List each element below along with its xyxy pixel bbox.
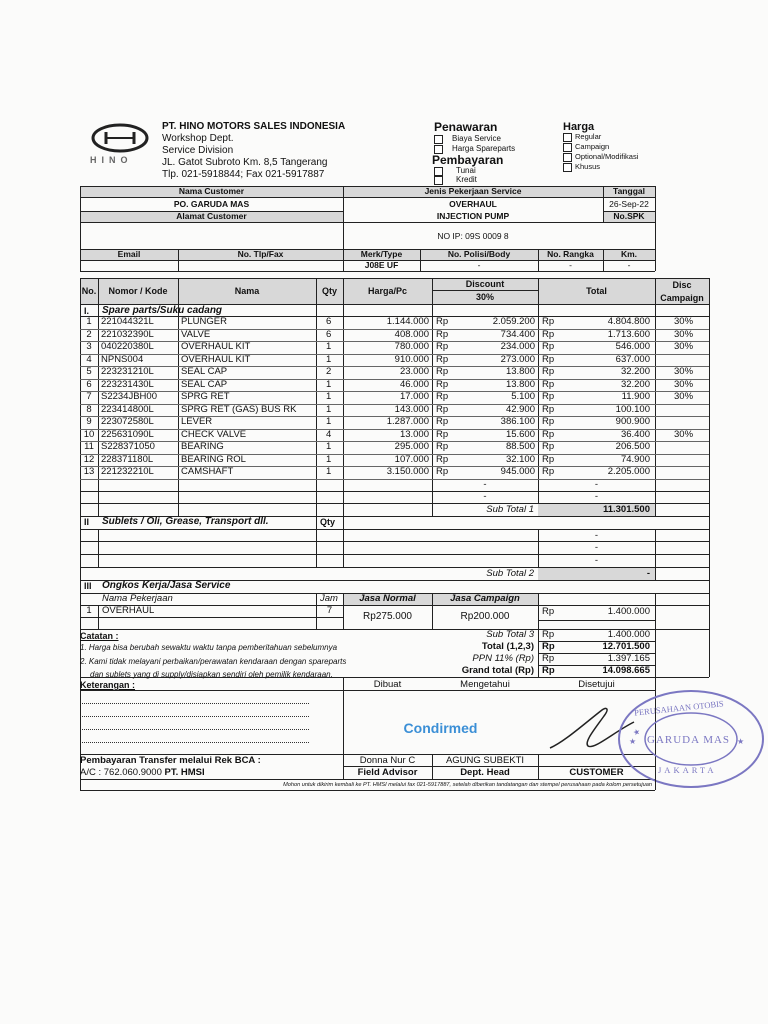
nama-customer-value: PO. GARUDA MAS: [173, 199, 250, 209]
cell-total: 1.713.600: [607, 328, 650, 340]
cell-nama: PLUNGER: [181, 316, 227, 327]
section2-qty: Qty: [320, 517, 336, 527]
nospk-label: No.SPK: [613, 211, 645, 221]
cell-nama: SEAL CAP: [181, 378, 228, 390]
cell-disc: 945.000: [500, 466, 535, 477]
company-name: PT. HINO MOTORS SALES INDONESIA: [162, 121, 346, 132]
col-qty: Qty: [321, 286, 337, 296]
cell-no: 3: [86, 341, 92, 352]
tanggal-value: 26-Sep-22: [609, 199, 649, 209]
cell-no: 5: [86, 366, 92, 377]
section1-title: Spare parts/Suku cadang: [102, 305, 223, 316]
cell-no: 13: [83, 466, 95, 477]
cell-no: 7: [86, 391, 92, 402]
section3-row-campaign: Rp200.000: [460, 611, 510, 622]
cell-camp: 30%: [674, 391, 694, 402]
cell-kode: NPNS004: [101, 353, 144, 365]
cell-rp1: Rp: [436, 428, 449, 440]
cell-total: 100.100: [615, 403, 650, 415]
cell-disc: 15.600: [505, 428, 535, 440]
catatan-line3: dan sublets yang di supply/disiapkan sendiri oleh pemilik kendaraan.: [90, 670, 333, 679]
cell-disc: 2.059.200: [492, 316, 535, 327]
totals-rp: Rp: [542, 653, 555, 664]
col-disc-campaign-2: Campaign: [660, 293, 704, 303]
harga-title: Harga: [563, 121, 595, 133]
blank-dash: -: [594, 491, 599, 502]
cell-disc: 88.500: [505, 441, 535, 452]
jenis-pekerjaan-value1: OVERHAUL: [449, 199, 497, 209]
section3-row-nama: OVERHAUL: [102, 605, 155, 616]
subtotal1-label: Sub Total 1: [486, 504, 534, 515]
subtotal2-value: -: [646, 568, 650, 579]
cell-harga: 23.000: [399, 366, 429, 377]
cell-qty: 1: [326, 453, 332, 465]
account-name: PT. HMSI: [164, 767, 205, 778]
company-dept: Workshop Dept.: [162, 133, 234, 144]
section3-title: Ongkos Kerja/Jasa Service: [102, 580, 231, 591]
jasa-campaign-label: Jasa Campaign: [450, 593, 520, 604]
email-label: Email: [117, 249, 141, 259]
subtotal2-label: Sub Total 2: [486, 568, 534, 579]
cell-no: 4: [86, 353, 92, 365]
cell-disc: 13.800: [505, 378, 535, 390]
cell-disc: 5.100: [511, 391, 535, 402]
cell-rp1: Rp: [436, 416, 449, 427]
checkbox-regular[interactable]: [563, 133, 572, 142]
name-field-advisor: Donna Nur C: [359, 755, 416, 766]
account-prefix: A/C : 762.060.9000: [80, 767, 162, 778]
cell-rp2: Rp: [542, 391, 555, 402]
section2-num: II: [84, 517, 90, 527]
cell-nama: VALVE: [181, 328, 211, 340]
cell-rp2: Rp: [542, 378, 555, 390]
cell-harga: 408.000: [394, 328, 429, 340]
label-kredit: Kredit: [456, 175, 477, 184]
cell-kode: 223414800L: [101, 403, 154, 415]
pembayaran-title: Pembayaran: [432, 153, 504, 167]
cell-harga: 17.000: [399, 391, 429, 402]
label-optional: Optional/Modifikasi: [575, 152, 639, 161]
cell-harga: 780.000: [394, 341, 429, 352]
cell-disc: 13.800: [505, 366, 535, 377]
section1-num: I.: [84, 306, 90, 316]
label-harga-spareparts: Harga Spareparts: [452, 144, 516, 153]
keterangan-label: Keterangan :: [80, 680, 136, 690]
seal-mid-text: GARUDA MAS: [647, 734, 731, 746]
cell-qty: 1: [326, 341, 332, 352]
cell-qty: 1: [326, 353, 332, 365]
blank-dash: -: [483, 479, 487, 490]
svg-text:★: ★: [737, 737, 745, 746]
cell-total: 32.200: [620, 366, 650, 377]
cell-rp2: Rp: [542, 416, 555, 427]
col-nama: Nama: [234, 286, 260, 296]
cell-total: 32.200: [620, 378, 650, 390]
cell-rp1: Rp: [436, 341, 449, 352]
cell-no: 12: [83, 453, 95, 465]
cell-qty: 6: [326, 316, 332, 327]
mengetahui-label: Mengetahui: [460, 679, 510, 690]
totals-value: 1.400.000: [607, 629, 650, 640]
totals-rp: Rp: [542, 665, 555, 676]
cell-rp2: Rp: [542, 341, 555, 352]
company-phone: Tlp. 021-5918844; Fax 021-5917887: [162, 169, 325, 180]
rangka-value: -: [569, 260, 572, 270]
totals-label: Sub Total 3: [486, 629, 534, 640]
cell-rp2: Rp: [542, 353, 555, 365]
cell-total: 74.900: [620, 453, 650, 465]
totals-value: 12.701.500: [602, 641, 650, 652]
cell-camp: 30%: [674, 428, 694, 440]
cell-no: 9: [86, 416, 92, 427]
cell-no: 11: [84, 441, 94, 452]
polisi-label: No. Polisi/Body: [447, 249, 511, 259]
section3-row-rp: Rp: [542, 606, 555, 617]
section3-row-jam: 7: [326, 605, 333, 616]
blank-dash: -: [483, 491, 487, 502]
col-total: Total: [586, 286, 607, 296]
cell-rp2: Rp: [542, 316, 555, 327]
cell-no: 6: [86, 378, 92, 390]
cell-nama: LEVER: [181, 416, 213, 427]
footer-note: Mohon untuk dikirim kembali ke PT. HMSI melalui fax 021-5917887, setelah diberikan tandatangan dan stempel perusahaan pada kolom persetujuan: [283, 782, 652, 788]
cell-qty: 4: [326, 428, 332, 440]
merk-label: Merk/Type: [360, 249, 403, 259]
confirmed-stamp: Condirmed: [403, 720, 478, 736]
checkbox-kredit[interactable]: [434, 176, 443, 185]
col-discount: Discount: [465, 279, 505, 289]
subtotal1-value: 11.301.500: [602, 504, 650, 515]
cell-total: 206.500: [615, 441, 650, 452]
col-disc-campaign-1: Disc: [672, 280, 692, 290]
jasa-normal-label: Jasa Normal: [359, 593, 416, 604]
company-address: JL. Gatot Subroto Km. 8,5 Tangerang: [162, 157, 328, 168]
cell-kode: 221232210L: [101, 466, 154, 477]
cell-harga: 295.000: [394, 441, 429, 452]
checkbox-tunai[interactable]: [434, 167, 443, 176]
account-number: [80, 767, 205, 779]
cell-nama: BEARING ROL: [181, 453, 246, 465]
no-ip: NO IP: 09S 0009 8: [437, 231, 509, 241]
totals-value: 14.098.665: [602, 665, 650, 676]
seal-top-text: PERUSAHAAN OTOBIS: [633, 698, 725, 718]
cell-rp1: Rp: [436, 328, 449, 340]
km-label: Km.: [620, 249, 638, 259]
blank-dash: -: [594, 479, 599, 490]
cell-kode: 225631090L: [101, 428, 154, 440]
name-dept-head: AGUNG SUBEKTI: [445, 755, 525, 766]
totals-label: PPN 11% (Rp): [472, 653, 534, 664]
cell-rp1: Rp: [436, 453, 449, 465]
cell-rp2: Rp: [542, 453, 555, 465]
cell-rp1: Rp: [436, 391, 449, 402]
role-customer: CUSTOMER: [569, 767, 624, 778]
cell-kode: S228371050: [101, 441, 155, 452]
totals-label: Total (1,2,3): [481, 641, 534, 652]
cell-camp: 30%: [674, 378, 694, 390]
cell-disc: 32.100: [505, 453, 535, 465]
cell-nama: OVERHAUL KIT: [181, 353, 251, 365]
cell-kode: S2234JBH00: [101, 391, 157, 402]
cell-no: 10: [83, 428, 95, 440]
checkbox-khusus[interactable]: [563, 163, 572, 172]
cell-total: 546.000: [615, 341, 650, 352]
cell-qty: 1: [326, 403, 332, 415]
cell-total: 4.804.800: [607, 316, 650, 327]
cell-rp2: Rp: [542, 441, 555, 452]
col-no: No.: [81, 286, 97, 296]
cell-rp1: Rp: [436, 441, 449, 452]
cell-kode: 221032390L: [101, 328, 154, 340]
cell-total: 2.205.000: [607, 466, 650, 477]
col-harga: Harga/Pc: [367, 286, 408, 296]
totals-rp: Rp: [542, 629, 555, 640]
cell-rp1: Rp: [436, 466, 449, 477]
cell-qty: 1: [326, 391, 332, 402]
cell-total: 637.000: [615, 353, 650, 365]
totals-value: 1.397.165: [607, 653, 650, 664]
cell-rp1: Rp: [436, 378, 449, 390]
totals-rp: Rp: [542, 641, 555, 652]
tanggal-label: Tanggal: [613, 186, 645, 196]
rangka-label: No. Rangka: [547, 249, 594, 259]
cell-no: 8: [86, 403, 92, 415]
section3-num: III: [84, 581, 92, 591]
cell-harga: 3.150.000: [386, 466, 429, 477]
svg-text:★: ★: [631, 726, 642, 738]
label-biaya-service: Biaya Service: [452, 134, 501, 143]
svg-text:★: ★: [629, 737, 637, 746]
cell-qty: 1: [326, 416, 332, 427]
cell-nama: CAMSHAFT: [181, 466, 234, 477]
cell-kode: 228371180L: [101, 453, 154, 465]
cell-total: 36.400: [620, 428, 650, 440]
cell-nama: SEAL CAP: [181, 366, 228, 377]
catatan-line1: 1. Harga bisa berubah sewaktu waktu tanpa pemberitahuan sebelumnya: [80, 643, 338, 652]
section2-dash: -: [594, 542, 599, 553]
cell-harga: 1.144.000: [386, 316, 429, 327]
cell-camp: 30%: [674, 328, 694, 340]
cell-disc: 42.900: [505, 403, 535, 415]
jam-label: Jam: [320, 593, 338, 604]
cell-nama: SPRG RET: [181, 391, 230, 402]
cell-nama: SPRG RET (GAS) BUS RK: [181, 403, 297, 415]
cell-disc: 273.000: [500, 353, 535, 365]
cell-disc: 386.100: [500, 416, 535, 427]
cell-harga: 107.000: [394, 453, 429, 465]
cell-kode: 040220380L: [101, 341, 154, 352]
nama-pekerjaan-label: Nama Pekerjaan: [102, 593, 173, 604]
cell-qty: 2: [326, 366, 332, 377]
label-khusus: Khusus: [575, 162, 601, 171]
cell-camp: 30%: [674, 316, 694, 327]
cell-nama: OVERHAUL KIT: [181, 341, 251, 352]
cell-rp1: Rp: [436, 353, 449, 365]
cell-kode: 223231210L: [101, 366, 154, 377]
cell-rp1: Rp: [436, 366, 449, 377]
penawaran-title: Penawaran: [434, 120, 498, 134]
cell-kode: 223072580L: [101, 416, 154, 427]
cell-kode: 223231430L: [101, 378, 154, 390]
cell-nama: BEARING: [181, 441, 224, 452]
tlp-label: No. Tlp/Fax: [237, 249, 284, 259]
cell-nama: CHECK VALVE: [181, 428, 247, 440]
alamat-customer-label: Alamat Customer: [176, 211, 247, 221]
label-campaign: Campaign: [575, 142, 610, 151]
dibuat-label: Dibuat: [373, 679, 402, 690]
cell-rp2: Rp: [542, 403, 555, 415]
label-regular: Regular: [575, 132, 602, 141]
disetujui-label: Disetujui: [578, 679, 615, 690]
cell-qty: 1: [326, 441, 332, 452]
catatan-line2: 2. Kami tidak melayani perbaikan/perawatan kendaraan dengan spareparts: [80, 657, 347, 666]
cell-harga: 143.000: [394, 403, 429, 415]
cell-disc: 234.000: [500, 341, 535, 352]
cell-harga: 910.000: [394, 353, 429, 365]
cell-harga: 1.287.000: [386, 416, 429, 427]
cell-camp: 30%: [674, 341, 694, 352]
label-tunai: Tunai: [456, 166, 476, 175]
section3-row-no: 1: [86, 605, 92, 616]
section2-dash: -: [594, 555, 599, 566]
jenis-pekerjaan-value2: INJECTION PUMP: [436, 211, 510, 221]
cell-rp2: Rp: [542, 428, 555, 440]
col-kode: Nomor / Kode: [108, 286, 168, 296]
cell-rp1: Rp: [436, 316, 449, 327]
role-field-advisor: Field Advisor: [357, 767, 418, 778]
hino-logo-text: HINO: [90, 155, 133, 165]
cell-disc: 734.400: [500, 328, 535, 340]
cell-rp1: Rp: [436, 403, 449, 415]
cell-rp2: Rp: [542, 366, 555, 377]
totals-label: Grand total (Rp): [461, 665, 534, 676]
km-value: -: [627, 260, 631, 270]
section2-dash: -: [594, 530, 599, 541]
jenis-pekerjaan-label: Jenis Pekerjaan Service: [424, 186, 522, 196]
section2-title: Sublets / Oli, Grease, Transport dll.: [102, 516, 269, 527]
cell-rp2: Rp: [542, 328, 555, 340]
cell-camp: 30%: [674, 366, 694, 377]
transfer-label: Pembayaran Transfer melalui Rek BCA :: [80, 755, 261, 766]
cell-total: 11.900: [621, 391, 650, 402]
checkbox-biaya-service[interactable]: [434, 135, 443, 144]
cell-no: 1: [86, 316, 92, 327]
cell-no: 2: [86, 328, 92, 340]
checkbox-campaign[interactable]: [563, 143, 572, 152]
polisi-value: -: [477, 260, 481, 270]
merk-value: J08E UF: [364, 260, 399, 270]
seal-bot-text: JAKARTA: [658, 765, 717, 775]
cell-qty: 1: [326, 378, 332, 390]
nama-customer-label: Nama Customer: [178, 186, 245, 196]
cell-qty: 6: [326, 328, 332, 340]
role-dept-head: Dept. Head: [460, 767, 510, 778]
cell-harga: 13.000: [399, 428, 429, 440]
catatan-title: Catatan :: [80, 631, 119, 641]
cell-total: 900.900: [615, 416, 650, 427]
cell-kode: 221044321L: [101, 316, 154, 327]
cell-harga: 46.000: [399, 378, 429, 390]
cell-rp2: Rp: [542, 466, 555, 477]
company-division: Service Division: [162, 145, 234, 156]
section3-row-total: 1.400.000: [607, 606, 650, 617]
col-discount-pct: 30%: [475, 292, 494, 302]
checkbox-optional[interactable]: [563, 153, 572, 162]
cell-qty: 1: [326, 466, 332, 477]
section3-row-normal: Rp275.000: [363, 611, 412, 622]
